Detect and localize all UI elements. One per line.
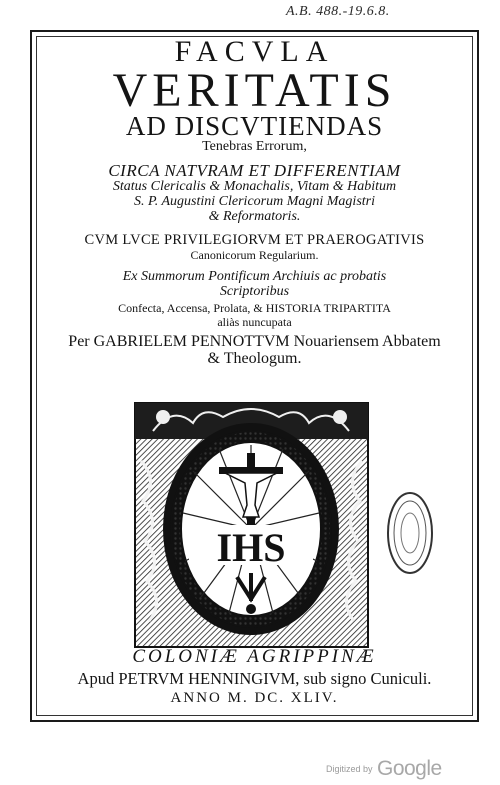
- subtitle-reformatoris: & Reformatoris.: [208, 209, 301, 224]
- subtitle-alias: aliàs nuncupata: [217, 314, 292, 329]
- title-page-inner-border: [36, 36, 473, 716]
- title-page-frame: [30, 30, 479, 722]
- title-line-tenebras: Tenebras Errorum,: [202, 139, 307, 154]
- google-logo: Google: [376, 757, 442, 780]
- imprint-city: COLONIÆ AGRIPPINÆ: [132, 646, 377, 667]
- imprint-printer: Apud PETRVM HENNINGIVM, sub signo Cuniculi.: [77, 669, 432, 688]
- author-line-2: & Theologum.: [207, 349, 302, 367]
- library-shelfmark: A.B. 488.-19.6.8.: [286, 4, 390, 19]
- google-digitized-watermark: [326, 757, 442, 781]
- subtitle-cum-luce: CVM LVCE PRIVILEGIORVM ET PRAEROGATIVIS: [84, 232, 425, 248]
- subtitle-augustini: S. P. Augustini Clericorum Magni Magistri: [134, 194, 375, 209]
- subtitle-scriptoribus: Scriptoribus: [219, 283, 290, 299]
- title-line-ad-discutiendas: AD DISCVTIENDAS: [125, 111, 384, 141]
- subtitle-confecta: Confecta, Accensa, Prolata, & HISTORIA TRIPARTITA: [118, 300, 391, 315]
- imprint-block: [37, 647, 472, 706]
- subtitle-canonicorum: Canonicorum Regularium.: [190, 247, 319, 262]
- author-line: Per GABRIELEM PENNOTTVM Nouariensem Abbatem: [68, 332, 441, 350]
- imprint-year: ANNO M. DC. XLIV.: [170, 689, 339, 706]
- subtitle-ex-summorum: Ex Summorum Pontificum Archiuis ac probatis: [122, 268, 387, 284]
- title-line-veritatis: VERITATIS: [112, 64, 397, 117]
- library-stamp: [385, 488, 435, 578]
- digitized-by-label: Digitized by: [326, 764, 373, 774]
- title-line-facula: FACVLA: [174, 35, 335, 68]
- subtitle-status-clericalis: Status Clericalis & Monachalis, Vitam & Habitum: [112, 179, 397, 194]
- printers-device-emblem: [133, 401, 370, 649]
- subtitle-circa-naturam: CIRCA NATVRAM ET DIFFERENTIAM: [108, 161, 401, 180]
- ihs-monogram: IHS: [216, 525, 286, 570]
